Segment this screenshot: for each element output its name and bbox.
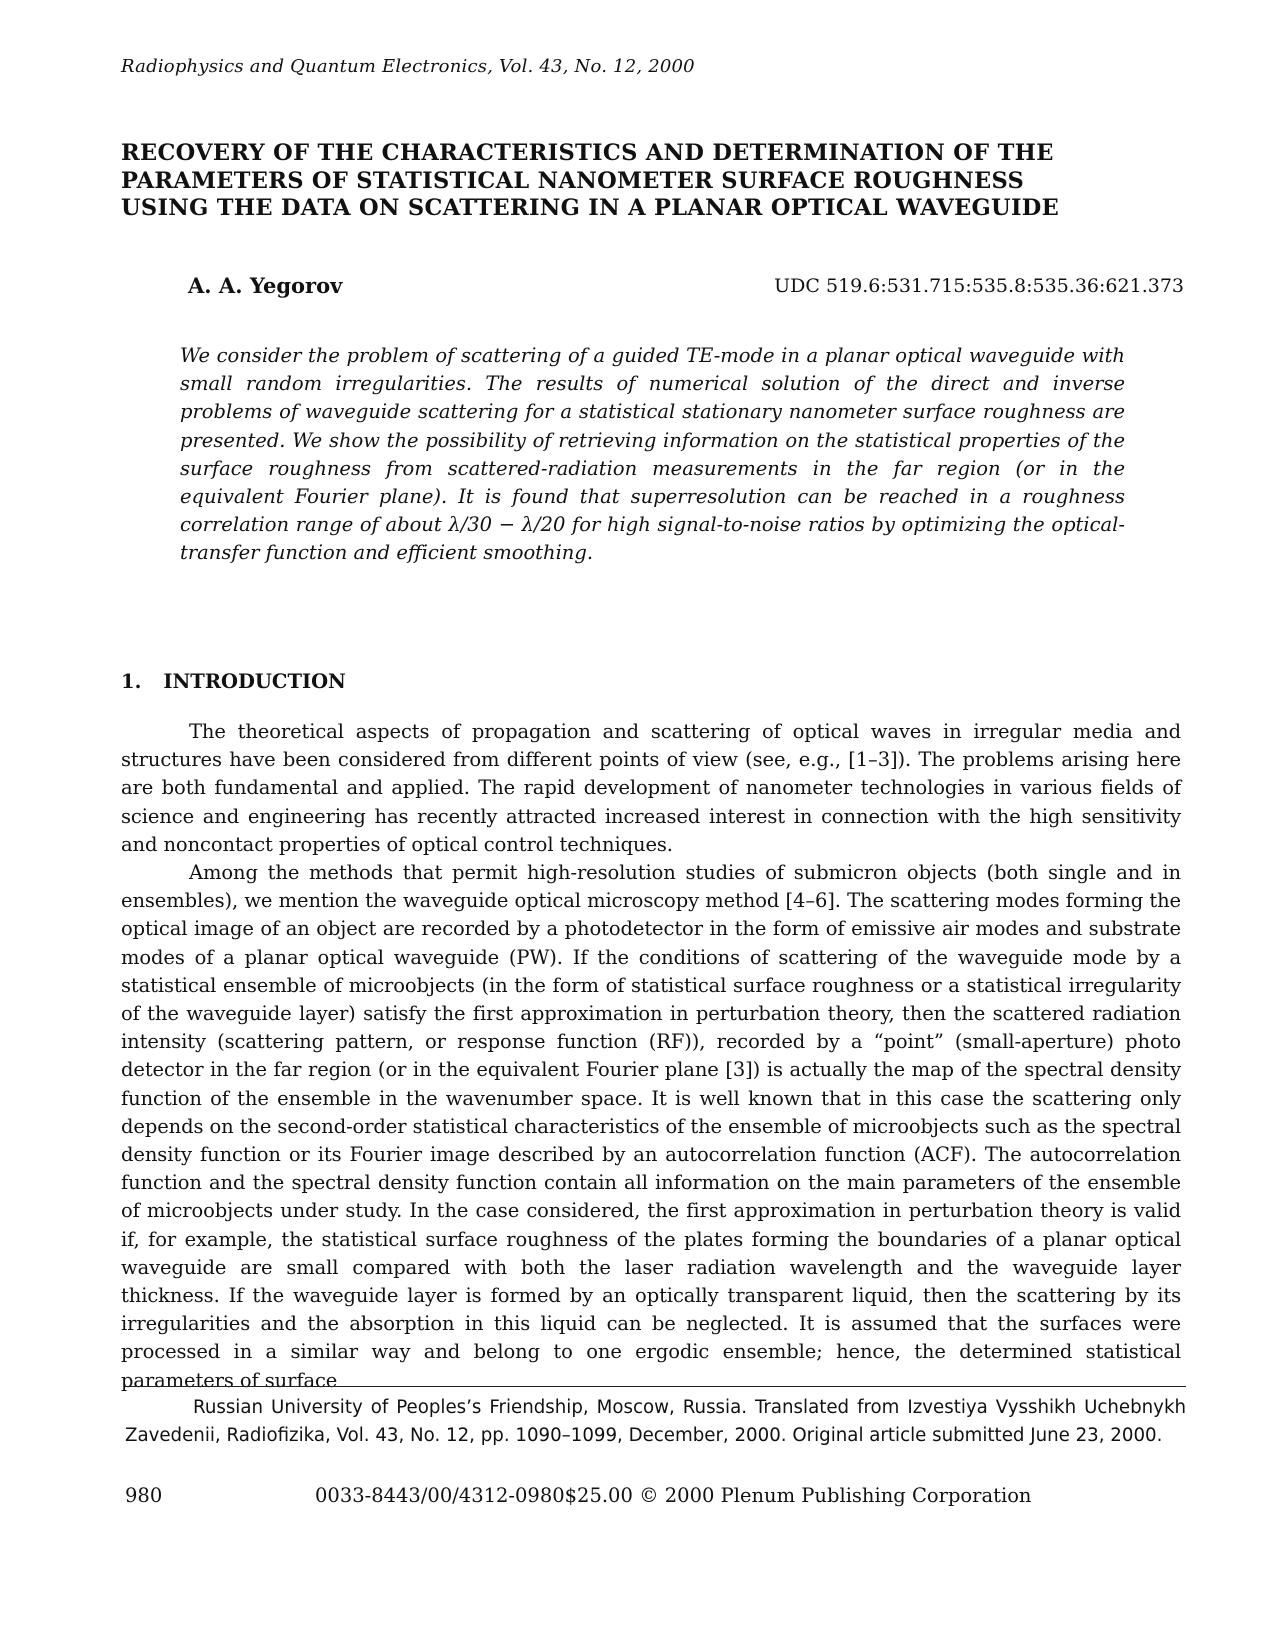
author-name: A. A. Yegorov (188, 273, 343, 298)
title-line: USING THE DATA ON SCATTERING IN A PLANAR OPTICAL WAVEGUIDE (121, 195, 1060, 221)
body-text (121, 718, 1181, 1395)
footnote: Russian University of Peoples’s Friendship, Moscow, Russia. Translated from Izvestiya Vysshikh Uchebnykh Zavedenii, Radiofizika, Vol. 43, No. 12, pp. 1090–1099, December, 2000. Original article submitted June 23, 2000. (125, 1397, 1186, 1446)
paragraph: Among the methods that permit high-resolution studies of submicron objects (both single and in ensembles), we mention the waveguide optical microscopy method [4–6]. The scattering modes forming the optical image of an object are recorded by a photodetector in the form of emissive air modes and substrate modes of a planar optical waveguide (PW). If the conditions of scattering of the waveguide mode by a statistical ensemble of microobjects (in the form of statistical surface roughness or a statistical irregularity of the waveguide layer) satisfy the first approximation in perturbation theory, then the scattered radiation intensity (scattering pattern, or response function (RF)), recorded by a “point” (small-aperture) photo detector in the far region (or in the equivalent Fourier plane [3]) is actually the map of the spectral density function of the ensemble in the wavenumber space. It is well known that in this case the scattering only depends on the second-order statistical characteristics of the ensemble of microobjects such as the spectral density function or its Fourier image described by an autocorrelation function (ACF). The autocorrelation function and the spectral density function contain all information on the main parameters of the ensemble of microobjects under study. In the case considered, the first approximation in perturbation theory is valid if, for example, the statistical surface roughness of the plates forming the boundaries of a planar optical waveguide are small compared with both the laser radiation wavelength and the waveguide layer thickness. If the waveguide layer is formed by an optically transparent liquid, then the scattering by its irregularities and the absorption in this liquid can be neglected. It is assumed that the surfaces were processed in a similar way and belong to one ergodic ensemble; hence, the determined statistical parameters of surface (121, 861, 1181, 1392)
section-number: 1. (121, 670, 142, 693)
abstract: We consider the problem of scattering of a guided TE-mode in a planar optical waveguide with small random irregularities. The results of numerical solution of the direct and inverse problems of waveguide scattering for a statistical stationary nanometer surface roughness are presented. We show the possibility of retrieving information on the statistical properties of the surface roughness from scattered-radiation measurements in the far region (or in the equivalent Fourier plane). It is found that superresolution can be reached in a roughness correlation range of about λ/30 − λ/20 for high signal-to-noise ratios by optimizing the optical-transfer function and efficient smoothing. (180, 344, 1125, 565)
footnote-divider (125, 1386, 1186, 1387)
section-title: INTRODUCTION (163, 670, 346, 693)
udc-code: UDC 519.6:531.715:535.8:535.36:621.373 (774, 275, 1184, 297)
journal-header: Radiophysics and Quantum Electronics, Vol. 43, No. 12, 2000 (121, 56, 695, 77)
section-heading (121, 670, 346, 693)
title-line: PARAMETERS OF STATISTICAL NANOMETER SURFACE ROUGHNESS (121, 167, 1025, 194)
copyright-line: 0033-8443/00/4312-0980$25.00 © 2000 Plenum Publishing Corporation (315, 1484, 1032, 1507)
title-line: RECOVERY OF THE CHARACTERISTICS AND DETERMINATION OF THE (121, 140, 1054, 166)
page-number: 980 (125, 1484, 163, 1507)
paper-title (121, 140, 1181, 223)
paragraph: The theoretical aspects of propagation and scattering of optical waves in irregular media and structures have been considered from different points of view (see, e.g., [1–3]). The problems arising here are both fundamental and applied. The rapid development of nanometer technologies in various fields of science and engineering has recently attracted increased interest in connection with the high sensitivity and noncontact properties of optical control techniques. (121, 720, 1181, 856)
